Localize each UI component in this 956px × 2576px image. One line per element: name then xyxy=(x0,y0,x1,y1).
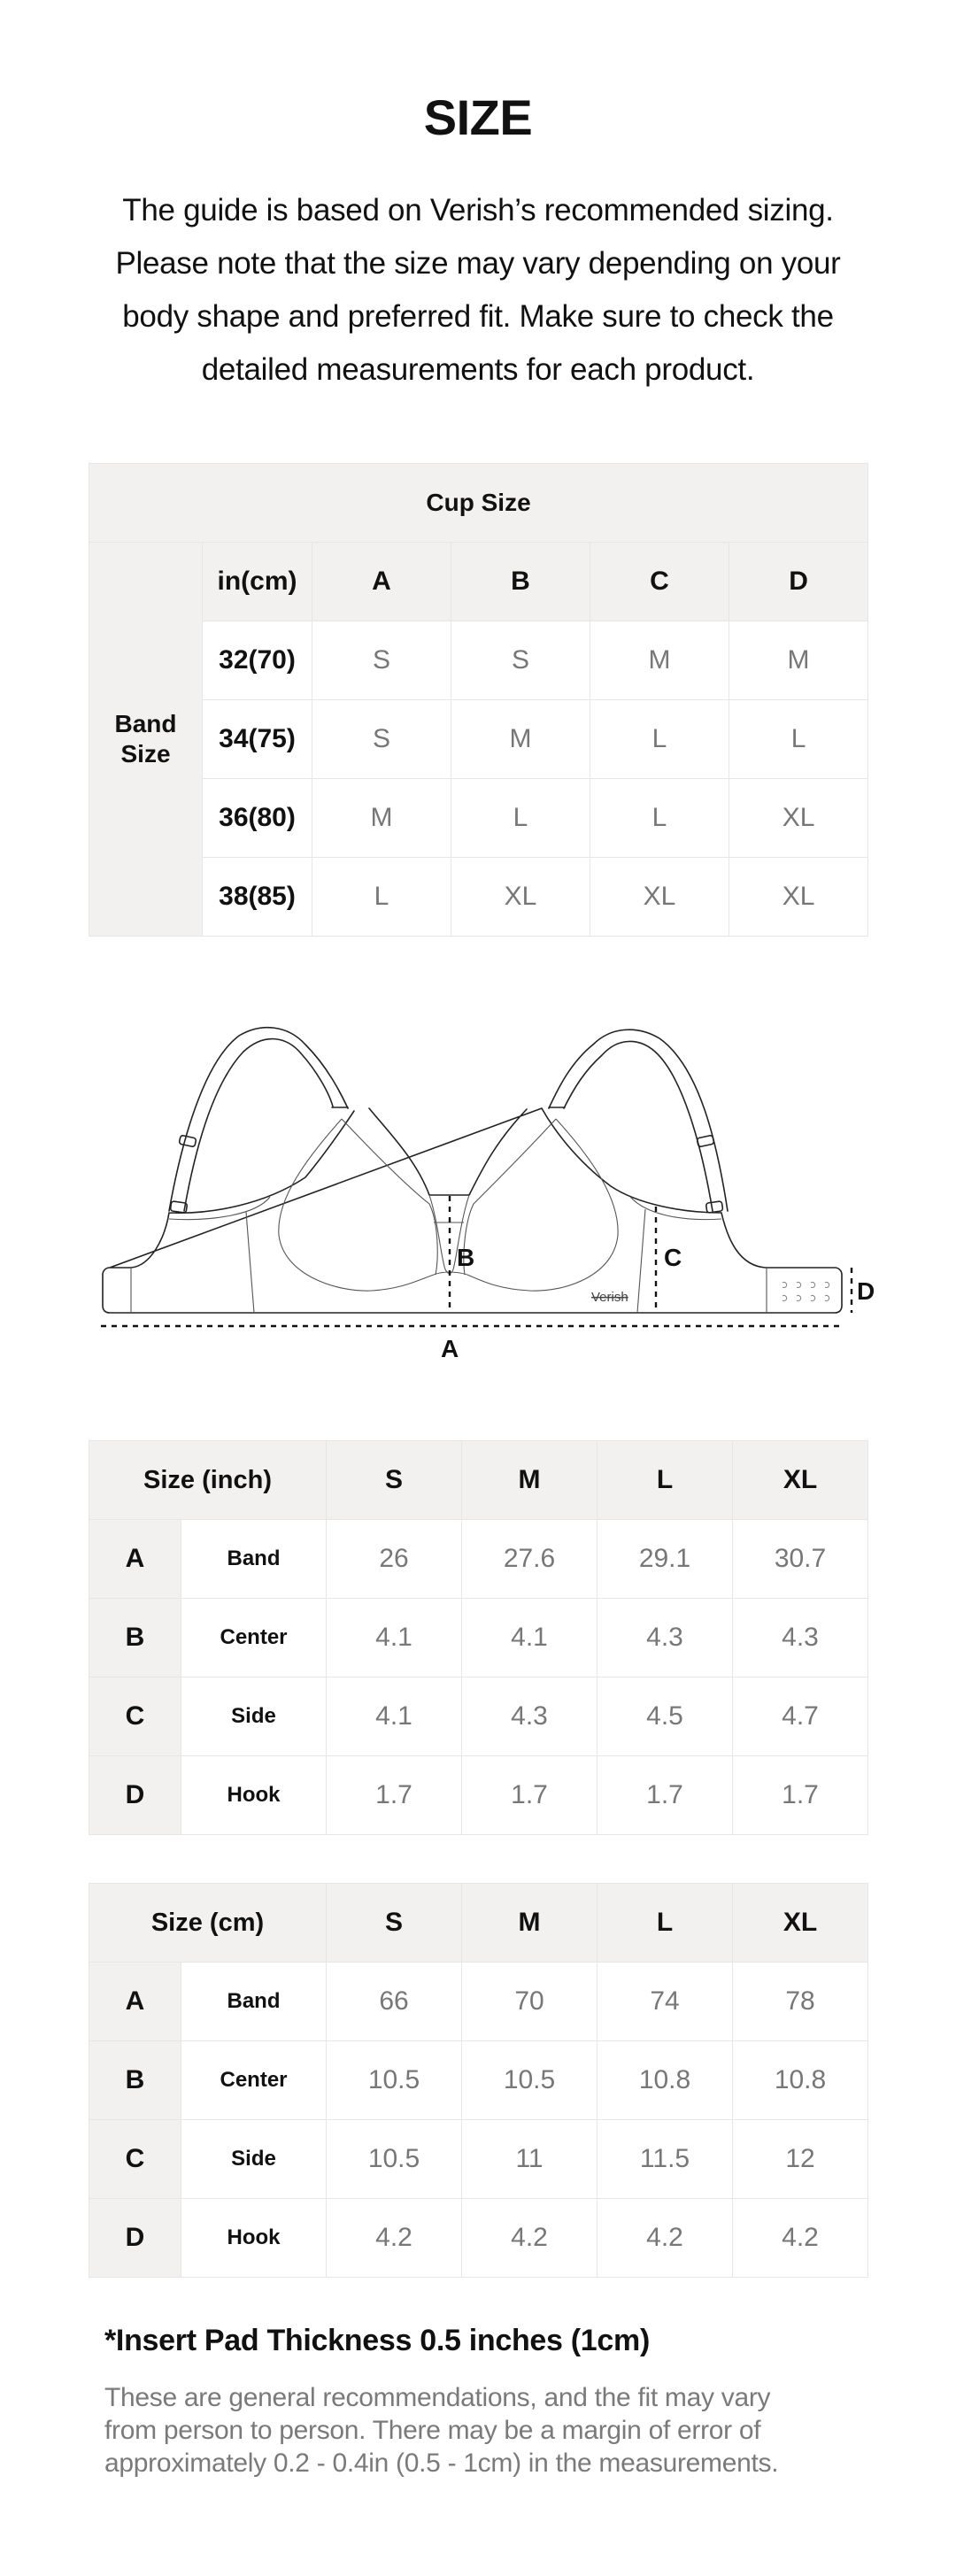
cup-col-header: B xyxy=(451,543,590,621)
size-col-header: S xyxy=(327,1884,462,1963)
measure-key: D xyxy=(89,1756,181,1835)
table-row xyxy=(89,2199,868,2278)
size-cell: XL xyxy=(729,858,868,937)
measure-name: Side xyxy=(181,2120,327,2199)
measure-name: Center xyxy=(181,2041,327,2120)
size-cell: XL xyxy=(729,779,868,858)
table-row xyxy=(89,621,868,700)
label-d: D xyxy=(857,1277,875,1305)
disclaimer-line: from person to person. There may be a margin of error of xyxy=(104,2416,761,2445)
measure-value: 11 xyxy=(462,2120,598,2199)
measure-value: 30.7 xyxy=(733,1520,868,1599)
inch-table-header: Size (inch) xyxy=(89,1441,327,1520)
size-cell: L xyxy=(590,779,729,858)
cup-col-header: D xyxy=(729,543,868,621)
measure-value: 11.5 xyxy=(598,2120,733,2199)
measure-value: 4.3 xyxy=(598,1599,733,1677)
size-col-header: XL xyxy=(733,1884,868,1963)
size-cell: S xyxy=(312,621,451,700)
intro-line: body shape and preferred fit. Make sure to check the xyxy=(122,299,834,334)
measure-value: 4.2 xyxy=(462,2199,598,2278)
size-cell: L xyxy=(729,700,868,779)
bra-measurement-diagram xyxy=(0,1009,956,1381)
measure-name: Center xyxy=(181,1599,327,1677)
size-inch-table xyxy=(89,1440,868,1835)
measure-value: 4.5 xyxy=(598,1677,733,1756)
measure-key: B xyxy=(89,2041,181,2120)
pad-thickness-note: *Insert Pad Thickness 0.5 inches (1cm) xyxy=(104,2324,650,2357)
measure-value: 12 xyxy=(733,2120,868,2199)
measure-value: 4.7 xyxy=(733,1677,868,1756)
band-size-label xyxy=(89,543,203,937)
measure-value: 1.7 xyxy=(327,1756,462,1835)
measure-value: 26 xyxy=(327,1520,462,1599)
fit-disclaimer xyxy=(104,2381,866,2480)
label-b: B xyxy=(457,1244,475,1271)
measure-value: 4.1 xyxy=(327,1599,462,1677)
measure-value: 66 xyxy=(327,1963,462,2041)
disclaimer-line: approximately 0.2 - 0.4in (0.5 - 1cm) in the measurements. xyxy=(104,2449,779,2478)
band-size-label-line: Band xyxy=(114,710,177,737)
brand-mark: Verish xyxy=(591,1290,628,1305)
measure-value: 27.6 xyxy=(462,1520,598,1599)
table-row xyxy=(89,1756,868,1835)
size-cell: M xyxy=(451,700,590,779)
page-title: SIZE xyxy=(423,89,533,145)
table-row xyxy=(89,1520,868,1599)
table-row xyxy=(89,2041,868,2120)
intro-line: The guide is based on Verish’s recommended sizing. xyxy=(122,193,834,228)
measure-value: 10.5 xyxy=(327,2120,462,2199)
measure-value: 4.2 xyxy=(598,2199,733,2278)
table-row xyxy=(89,1599,868,1677)
cup-col-header: A xyxy=(312,543,451,621)
measure-value: 10.5 xyxy=(327,2041,462,2120)
size-col-header: M xyxy=(462,1441,598,1520)
measure-key: C xyxy=(89,1677,181,1756)
measure-value: 1.7 xyxy=(462,1756,598,1835)
cm-table-header: Size (cm) xyxy=(89,1884,327,1963)
table-row xyxy=(89,858,868,937)
unit-header: in(cm) xyxy=(203,543,312,621)
cup-col-header: C xyxy=(590,543,729,621)
size-cell: XL xyxy=(451,858,590,937)
measure-key: C xyxy=(89,2120,181,2199)
measure-value: 74 xyxy=(598,1963,733,2041)
measure-value: 4.2 xyxy=(327,2199,462,2278)
table-row xyxy=(89,700,868,779)
measure-value: 1.7 xyxy=(733,1756,868,1835)
band-value: 34(75) xyxy=(203,700,312,779)
size-col-header: L xyxy=(598,1441,733,1520)
measure-name: Hook xyxy=(181,2199,327,2278)
intro-paragraph xyxy=(80,184,876,397)
size-cm-table xyxy=(89,1883,868,2278)
measure-value: 10.8 xyxy=(598,2041,733,2120)
measure-value: 78 xyxy=(733,1963,868,2041)
cup-size-caption: Cup Size xyxy=(89,464,868,543)
size-cell: S xyxy=(312,700,451,779)
size-col-header: M xyxy=(462,1884,598,1963)
label-c: C xyxy=(664,1244,682,1271)
measure-value: 4.1 xyxy=(327,1677,462,1756)
cup-size-table xyxy=(89,463,868,937)
size-cell: L xyxy=(312,858,451,937)
table-row xyxy=(89,779,868,858)
measure-value: 1.7 xyxy=(598,1756,733,1835)
size-cell: S xyxy=(451,621,590,700)
measure-value: 10.5 xyxy=(462,2041,598,2120)
measure-value: 29.1 xyxy=(598,1520,733,1599)
measure-key: A xyxy=(89,1520,181,1599)
size-cell: L xyxy=(451,779,590,858)
measure-value: 4.3 xyxy=(462,1677,598,1756)
measure-name: Band xyxy=(181,1520,327,1599)
measure-value: 4.3 xyxy=(733,1599,868,1677)
measure-value: 4.2 xyxy=(733,2199,868,2278)
measure-value: 4.1 xyxy=(462,1599,598,1677)
band-size-label-line: Size xyxy=(120,740,171,767)
label-a: A xyxy=(441,1335,459,1362)
band-value: 38(85) xyxy=(203,858,312,937)
size-cell: M xyxy=(312,779,451,858)
disclaimer-line: These are general recommendations, and the fit may vary xyxy=(104,2383,771,2412)
size-col-header: XL xyxy=(733,1441,868,1520)
table-row xyxy=(89,2120,868,2199)
size-cell: M xyxy=(729,621,868,700)
measure-key: A xyxy=(89,1963,181,2041)
size-cell: L xyxy=(590,700,729,779)
size-col-header: S xyxy=(327,1441,462,1520)
measure-value: 10.8 xyxy=(733,2041,868,2120)
measure-key: D xyxy=(89,2199,181,2278)
table-row xyxy=(89,1963,868,2041)
table-row xyxy=(89,1677,868,1756)
size-cell: M xyxy=(590,621,729,700)
size-cell: XL xyxy=(590,858,729,937)
measure-name: Hook xyxy=(181,1756,327,1835)
intro-line: detailed measurements for each product. xyxy=(201,352,755,387)
measure-name: Side xyxy=(181,1677,327,1756)
size-col-header: L xyxy=(598,1884,733,1963)
band-value: 32(70) xyxy=(203,621,312,700)
band-outline-icon xyxy=(103,1108,842,1313)
measure-value: 70 xyxy=(462,1963,598,2041)
intro-line: Please note that the size may vary depending on your xyxy=(115,246,841,281)
measure-name: Band xyxy=(181,1963,327,2041)
measure-key: B xyxy=(89,1599,181,1677)
band-value: 36(80) xyxy=(203,779,312,858)
